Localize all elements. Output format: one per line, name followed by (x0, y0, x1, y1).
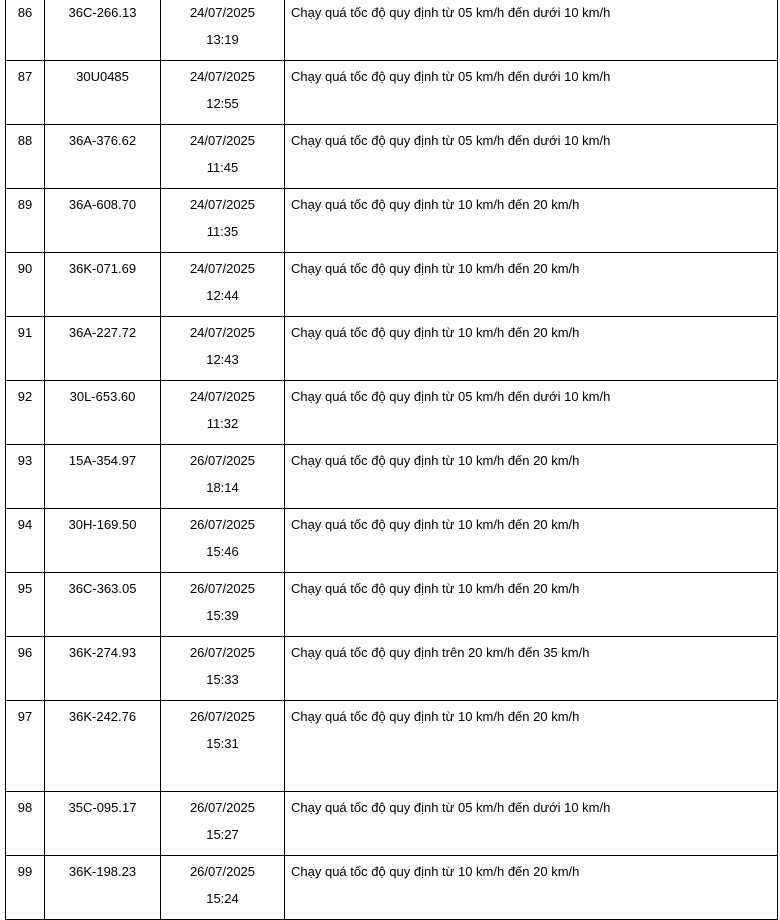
row-number-text: 96 (17, 645, 33, 660)
date-time-cell (161, 381, 285, 445)
violation-description-cell (285, 381, 778, 445)
violation-text: Chạy quá tốc độ quy định từ 10 km/h đến 20 km/h (291, 453, 580, 468)
license-plate-text: 30H-169.50 (68, 517, 137, 532)
violation-text: Chạy quá tốc độ quy định từ 10 km/h đến 20 km/h (291, 864, 580, 879)
violation-text: Chạy quá tốc độ quy định từ 10 km/h đến 20 km/h (291, 517, 580, 532)
table-row (6, 637, 778, 701)
violation-time: 11:35 (206, 224, 239, 239)
table-row (6, 61, 778, 125)
license-plate-text: 36A-376.62 (68, 133, 137, 148)
license-plate-cell (45, 125, 161, 189)
license-plate-cell (45, 445, 161, 509)
row-number-cell (6, 381, 45, 445)
violation-time: 15:46 (206, 544, 239, 559)
license-plate-text: 36C-363.05 (68, 581, 137, 596)
violation-date: 24/07/2025 (189, 5, 256, 20)
license-plate-text: 15A-354.97 (68, 453, 137, 468)
violation-date: 26/07/2025 (189, 709, 256, 724)
table-row (6, 189, 778, 253)
violation-time: 12:44 (206, 288, 239, 303)
violation-description-cell (285, 509, 778, 573)
date-time-cell (161, 792, 285, 856)
date-time-cell (161, 125, 285, 189)
license-plate-text: 30L-653.60 (69, 389, 136, 404)
violation-time: 13:19 (206, 32, 239, 47)
license-plate-text: 35C-095.17 (68, 800, 137, 815)
row-number-text: 91 (17, 325, 33, 340)
violation-description-cell (285, 253, 778, 317)
row-number-text: 95 (17, 581, 33, 596)
row-number-text: 99 (17, 864, 33, 879)
violation-text: Chạy quá tốc độ quy định từ 05 km/h đến dưới 10 km/h (291, 800, 611, 815)
violation-description-cell (285, 637, 778, 701)
license-plate-text: 36K-242.76 (68, 709, 137, 724)
date-time-cell (161, 701, 285, 792)
violation-date: 24/07/2025 (189, 325, 256, 340)
violation-time: 11:32 (206, 416, 239, 431)
table-row (6, 856, 778, 920)
license-plate-text: 36A-227.72 (68, 325, 137, 340)
row-number-text: 97 (17, 709, 33, 724)
license-plate-text: 36C-266.13 (68, 5, 137, 20)
violation-text: Chạy quá tốc độ quy định từ 10 km/h đến 20 km/h (291, 709, 580, 724)
license-plate-cell (45, 189, 161, 253)
violation-date: 24/07/2025 (189, 197, 256, 212)
row-number-cell (6, 856, 45, 920)
row-number-text: 94 (17, 517, 33, 532)
license-plate-cell (45, 573, 161, 637)
date-time-cell (161, 0, 285, 61)
table-row (6, 317, 778, 381)
license-plate-cell (45, 381, 161, 445)
violation-time: 11:45 (206, 160, 239, 175)
date-time-cell (161, 856, 285, 920)
violations-table-body (6, 0, 778, 920)
violation-text: Chạy quá tốc độ quy định từ 05 km/h đến dưới 10 km/h (291, 69, 611, 84)
violation-description-cell (285, 61, 778, 125)
violation-text: Chạy quá tốc độ quy định từ 10 km/h đến 20 km/h (291, 581, 580, 596)
violation-text: Chạy quá tốc độ quy định từ 10 km/h đến 20 km/h (291, 261, 580, 276)
violation-date: 26/07/2025 (189, 800, 256, 815)
table-row (6, 509, 778, 573)
violation-date: 24/07/2025 (189, 389, 256, 404)
license-plate-text: 30U0485 (76, 69, 129, 84)
license-plate-cell (45, 637, 161, 701)
violation-text: Chạy quá tốc độ quy định từ 05 km/h đến dưới 10 km/h (291, 5, 611, 20)
license-plate-cell (45, 253, 161, 317)
row-number-cell (6, 317, 45, 381)
license-plate-text: 36A-608.70 (68, 197, 137, 212)
row-number-cell (6, 637, 45, 701)
date-time-cell (161, 189, 285, 253)
license-plate-cell (45, 0, 161, 61)
table-row (6, 381, 778, 445)
row-number-cell (6, 0, 45, 61)
row-number-cell (6, 509, 45, 573)
row-number-text: 87 (17, 69, 33, 84)
violation-date: 26/07/2025 (189, 864, 256, 879)
row-number-cell (6, 445, 45, 509)
violation-date: 26/07/2025 (189, 581, 256, 596)
violation-time: 12:55 (206, 96, 239, 111)
violation-date: 24/07/2025 (189, 261, 256, 276)
violation-time: 15:27 (206, 827, 239, 842)
table-row (6, 0, 778, 61)
row-number-cell (6, 792, 45, 856)
violation-description-cell (285, 792, 778, 856)
violation-description-cell (285, 189, 778, 253)
violation-description-cell (285, 701, 778, 792)
date-time-cell (161, 61, 285, 125)
row-number-cell (6, 125, 45, 189)
table-row (6, 445, 778, 509)
row-number-cell (6, 701, 45, 792)
date-time-cell (161, 445, 285, 509)
date-time-cell (161, 573, 285, 637)
table-row (6, 792, 778, 856)
violation-description-cell (285, 0, 778, 61)
row-number-cell (6, 253, 45, 317)
date-time-cell (161, 253, 285, 317)
license-plate-cell (45, 856, 161, 920)
license-plate-cell (45, 317, 161, 381)
license-plate-cell (45, 509, 161, 573)
violation-description-cell (285, 125, 778, 189)
license-plate-cell (45, 701, 161, 792)
violation-time: 15:33 (206, 672, 239, 687)
row-number-text: 98 (17, 800, 33, 815)
violation-time: 12:43 (206, 352, 239, 367)
license-plate-text: 36K-071.69 (68, 261, 137, 276)
table-row (6, 573, 778, 637)
violation-time: 15:24 (206, 891, 239, 906)
violation-time: 15:39 (206, 608, 239, 623)
row-number-text: 92 (17, 389, 33, 404)
violation-text: Chạy quá tốc độ quy định từ 05 km/h đến dưới 10 km/h (291, 389, 611, 404)
violation-text: Chạy quá tốc độ quy định từ 10 km/h đến 20 km/h (291, 325, 580, 340)
violation-date: 24/07/2025 (189, 133, 256, 148)
date-time-cell (161, 509, 285, 573)
row-number-text: 90 (17, 261, 33, 276)
table-row (6, 125, 778, 189)
row-number-cell (6, 61, 45, 125)
license-plate-text: 36K-198.23 (68, 864, 137, 879)
violations-table (5, 0, 778, 920)
violation-date: 26/07/2025 (189, 645, 256, 660)
violation-date: 24/07/2025 (189, 69, 256, 84)
violation-text: Chạy quá tốc độ quy định trên 20 km/h đến 35 km/h (291, 645, 590, 660)
row-number-cell (6, 573, 45, 637)
license-plate-text: 36K-274.93 (68, 645, 137, 660)
violation-date: 26/07/2025 (189, 517, 256, 532)
row-number-text: 86 (17, 5, 33, 20)
date-time-cell (161, 317, 285, 381)
violation-description-cell (285, 445, 778, 509)
row-number-cell (6, 189, 45, 253)
violation-text: Chạy quá tốc độ quy định từ 05 km/h đến dưới 10 km/h (291, 133, 611, 148)
date-time-cell (161, 637, 285, 701)
license-plate-cell (45, 61, 161, 125)
table-row (6, 253, 778, 317)
row-number-text: 89 (17, 197, 33, 212)
row-number-text: 93 (17, 453, 33, 468)
table-row (6, 701, 778, 792)
license-plate-cell (45, 792, 161, 856)
violation-description-cell (285, 317, 778, 381)
violation-text: Chạy quá tốc độ quy định từ 10 km/h đến 20 km/h (291, 197, 580, 212)
violation-time: 18:14 (206, 480, 239, 495)
violation-date: 26/07/2025 (189, 453, 256, 468)
violation-time: 15:31 (206, 736, 239, 751)
violation-description-cell (285, 856, 778, 920)
row-number-text: 88 (17, 133, 33, 148)
violation-description-cell (285, 573, 778, 637)
